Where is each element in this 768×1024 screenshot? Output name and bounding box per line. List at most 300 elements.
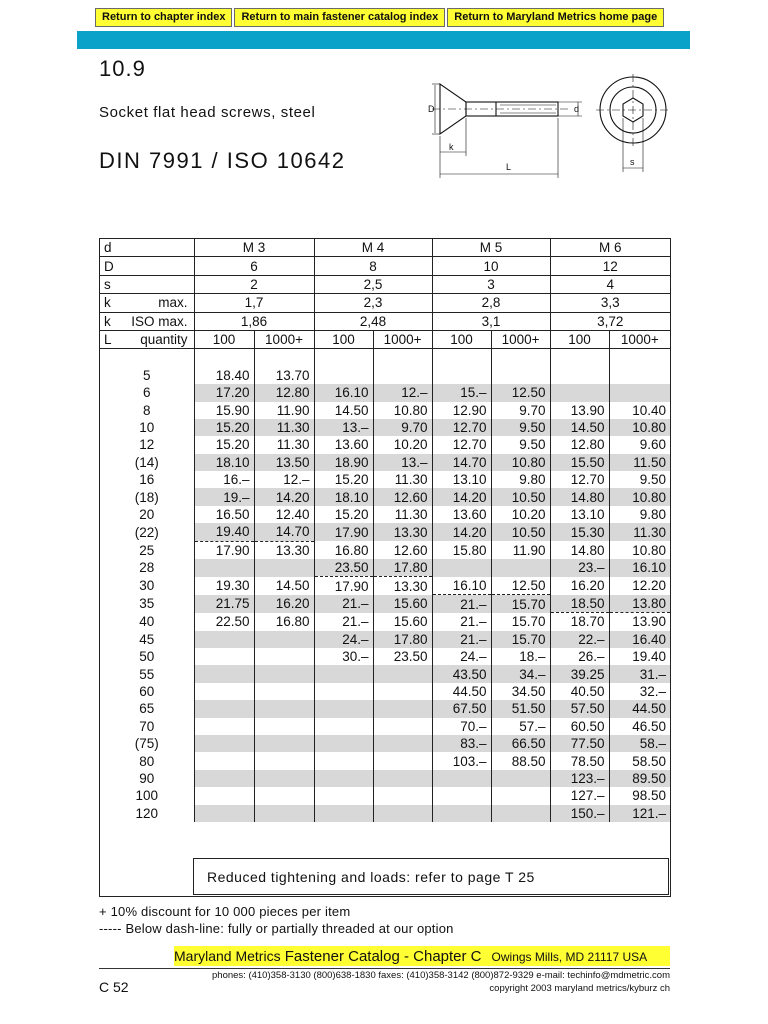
- price-cell: 40.50: [550, 683, 609, 700]
- price-cell: 13.–: [373, 454, 432, 471]
- price-cell: 23.50: [373, 648, 432, 665]
- price-cell: 16.80: [314, 541, 373, 559]
- price-cell: 15.–: [432, 384, 491, 401]
- length-cell: (75): [100, 735, 194, 752]
- price-cell: 14.20: [432, 488, 491, 505]
- price-cell: [194, 805, 254, 822]
- price-cell: 18.40: [194, 367, 254, 384]
- price-cell: 11.50: [609, 454, 670, 471]
- price-cell: 16.20: [550, 577, 609, 595]
- price-cell: 14.50: [314, 402, 373, 419]
- price-cell: 12.70: [550, 471, 609, 488]
- price-cell: [314, 787, 373, 804]
- price-cell: 34.–: [491, 665, 550, 682]
- price-cell: 10.80: [632, 542, 667, 558]
- price-cell: 13.90: [550, 402, 609, 419]
- price-cell: [194, 787, 254, 804]
- price-cell: [314, 367, 373, 384]
- price-cell: 58.50: [632, 753, 667, 769]
- dashline-note: ----- Below dash-line: fully or partially threaded at our option: [99, 921, 454, 936]
- price-cell: 12.60: [373, 488, 432, 505]
- price-cell: [373, 683, 432, 700]
- price-cell: 15.30: [550, 523, 609, 541]
- price-cell: 14.20: [254, 488, 314, 505]
- price-cell: 13.30: [373, 523, 432, 541]
- page-number: C 52: [99, 979, 129, 995]
- price-cell: [432, 787, 491, 804]
- price-cell: 44.50: [609, 700, 670, 717]
- price-cell: 78.50: [550, 752, 609, 769]
- price-cell: [194, 665, 254, 682]
- length-cell: (18): [100, 488, 194, 505]
- price-cell: 9.60: [639, 437, 667, 453]
- length-cell: 6: [100, 384, 194, 401]
- row-quantity-value: 1000+: [491, 330, 550, 348]
- price-cell: [194, 700, 254, 717]
- length-cell: 25: [100, 541, 194, 559]
- length-cell: 70: [100, 718, 194, 735]
- price-cell: 14.80: [550, 488, 609, 505]
- label-quantity-qualifier: quantity: [140, 332, 188, 348]
- price-cell: 15.70: [491, 595, 550, 613]
- main-index-link[interactable]: Return to main fastener catalog index: [234, 8, 445, 27]
- row-size-value: M 3: [194, 239, 314, 257]
- price-cell: [314, 700, 373, 717]
- price-cell: 15.80: [432, 541, 491, 559]
- price-cell: [314, 752, 373, 769]
- price-cell: [550, 384, 609, 401]
- nav-bar: [95, 8, 664, 27]
- price-cell: [254, 700, 314, 717]
- table-row: [100, 718, 670, 735]
- price-cell: 10.40: [632, 402, 667, 418]
- length-cell: 30: [100, 577, 194, 595]
- row-size: [100, 239, 670, 257]
- label-kiso-qualifier: ISO max.: [131, 313, 188, 329]
- row-quantity-value: 1000+: [373, 330, 432, 348]
- price-cell: 17.20: [194, 384, 254, 401]
- table-row: [100, 752, 670, 769]
- row-kmax-value: 2,3: [314, 294, 432, 312]
- price-cell: 60.50: [550, 718, 609, 735]
- footer-banner: [174, 946, 670, 966]
- label-kiso-symbol: k: [104, 313, 111, 329]
- price-cell: 22.50: [194, 613, 254, 631]
- price-cell: 15.60: [373, 613, 432, 631]
- price-cell: 17.90: [314, 577, 373, 595]
- price-cell: 16.20: [254, 595, 314, 613]
- price-cell: [254, 665, 314, 682]
- price-cell: [254, 559, 314, 577]
- price-cell: [254, 735, 314, 752]
- drawing-label-D: D: [428, 104, 435, 114]
- row-kiso-value: 3,72: [550, 312, 670, 330]
- price-cell: 14.70: [432, 454, 491, 471]
- price-cell: 10.50: [491, 488, 550, 505]
- price-cell: 13.10: [432, 471, 491, 488]
- price-cell: 13.90: [632, 614, 667, 630]
- price-cell: [609, 367, 670, 384]
- price-cell: 12.90: [432, 402, 491, 419]
- price-cell: 16.80: [254, 613, 314, 631]
- row-quantity-value: 1000+: [254, 330, 314, 348]
- price-cell: 121.–: [609, 805, 670, 822]
- price-cell: 13.80: [609, 595, 670, 613]
- price-cell: 88.50: [491, 752, 550, 769]
- table-row: [100, 735, 670, 752]
- copyright: copyright 2003 maryland metrics/kyburz ch: [489, 983, 670, 994]
- drawing-label-k: k: [449, 142, 454, 152]
- price-cell: [373, 665, 432, 682]
- price-cell: 83.–: [432, 735, 491, 752]
- length-cell: (14): [100, 454, 194, 471]
- row-size-value: M 5: [432, 239, 550, 257]
- price-cell: 15.60: [373, 595, 432, 613]
- standard-title: DIN 7991 / ISO 10642: [99, 148, 346, 173]
- label-kmax-qualifier: max.: [158, 295, 188, 311]
- price-cell: [194, 648, 254, 665]
- price-cell: [314, 805, 373, 822]
- length-cell: 35: [100, 595, 194, 613]
- price-cell: 13.60: [432, 506, 491, 523]
- price-cell: 11.30: [609, 523, 670, 541]
- price-cell: 13.30: [373, 577, 432, 595]
- price-cell: 12.70: [432, 436, 491, 453]
- price-cell: 13.50: [254, 454, 314, 471]
- row-D-value: 6: [194, 257, 314, 275]
- price-cell: 13.30: [254, 541, 314, 559]
- price-cell: 11.30: [254, 436, 314, 453]
- price-cell: 21.–: [432, 631, 491, 648]
- table-row: [100, 787, 670, 804]
- price-cell: 13.10: [550, 506, 609, 523]
- price-cell: 23.50: [314, 559, 373, 577]
- price-cell: 18.90: [314, 454, 373, 471]
- price-cell: 58.–: [609, 735, 670, 752]
- price-cell: 12.40: [254, 506, 314, 523]
- contact-info: [212, 969, 670, 995]
- table-row: [100, 367, 670, 384]
- home-page-link[interactable]: Return to Maryland Metrics home page: [447, 8, 664, 27]
- price-cell: [373, 735, 432, 752]
- price-cell: 16.10: [314, 384, 373, 401]
- label-quantity: [104, 331, 194, 348]
- header-band: [77, 31, 690, 49]
- table-row: [100, 523, 670, 541]
- price-cell: 15.70: [491, 613, 550, 631]
- price-cell: 57.50: [550, 700, 609, 717]
- price-cell: [254, 631, 314, 648]
- price-cell: [314, 683, 373, 700]
- price-cell: 9.70: [491, 402, 550, 419]
- table-row: [100, 541, 670, 559]
- price-cell: 14.70: [254, 523, 314, 541]
- price-cell: 15.90: [194, 402, 254, 419]
- row-kmax-value: 1,7: [194, 294, 314, 312]
- price-cell: 12.–: [254, 471, 314, 488]
- reduced-load-note: Reduced tightening and loads: refer to page T 25: [193, 858, 669, 895]
- price-cell: 9.50: [491, 436, 550, 453]
- label-kmax: [104, 294, 194, 311]
- table-row: [100, 700, 670, 717]
- table-row: [100, 471, 670, 488]
- price-cell: 66.50: [491, 735, 550, 752]
- table-row: [100, 805, 670, 822]
- price-cell: 18.70: [550, 613, 609, 631]
- price-cell: 21.–: [314, 613, 373, 631]
- price-cell: [194, 559, 254, 577]
- price-cell: 13.–: [314, 419, 373, 436]
- row-D-value: 12: [550, 257, 670, 275]
- price-cell: [550, 367, 609, 384]
- price-cell: 10.80: [373, 402, 432, 419]
- chapter-index-link[interactable]: Return to chapter index: [95, 8, 232, 27]
- price-cell: [432, 805, 491, 822]
- length-cell: 100: [100, 787, 194, 804]
- price-cell: [194, 718, 254, 735]
- row-kmax-value: 3,3: [550, 294, 670, 312]
- price-cell: 13.70: [254, 367, 314, 384]
- drawing-label-L: L: [506, 162, 512, 172]
- table-row: [100, 506, 670, 523]
- price-cell: 57.–: [491, 718, 550, 735]
- price-cell: 15.50: [550, 454, 609, 471]
- price-cell: [254, 648, 314, 665]
- price-cell: 17.90: [314, 523, 373, 541]
- price-cell: 17.80: [373, 631, 432, 648]
- price-cell: 17.80: [373, 559, 432, 577]
- price-cell: 15.70: [491, 631, 550, 648]
- price-cell: [373, 805, 432, 822]
- price-cell: [194, 631, 254, 648]
- price-cell: [491, 770, 550, 787]
- price-cell: 32.–: [639, 683, 667, 699]
- row-D-value: 10: [432, 257, 550, 275]
- price-cell: 70.–: [432, 718, 491, 735]
- table-row: [100, 665, 670, 682]
- price-cell: [194, 683, 254, 700]
- row-quantity-value: 100: [314, 330, 373, 348]
- price-cell: [194, 752, 254, 769]
- price-cell: 18.10: [314, 488, 373, 505]
- row-s-value: 2,5: [314, 275, 432, 293]
- row-kiso-value: 2,48: [314, 312, 432, 330]
- table-row: [100, 559, 670, 577]
- price-cell: 44.50: [432, 683, 491, 700]
- price-cell: [254, 770, 314, 787]
- price-cell: 16.10: [609, 559, 670, 577]
- price-cell: 21.–: [314, 595, 373, 613]
- price-cell: 10.80: [609, 419, 670, 436]
- price-cell: [491, 787, 550, 804]
- price-cell: [491, 559, 550, 577]
- price-cell: [314, 665, 373, 682]
- price-cell: 26.–: [550, 648, 609, 665]
- price-cell: 16.50: [194, 506, 254, 523]
- price-cell: 14.80: [550, 541, 609, 559]
- row-s-value: 2: [194, 275, 314, 293]
- price-cell: 46.50: [632, 718, 667, 734]
- price-cell: 11.30: [254, 419, 314, 436]
- price-cell: 13.60: [314, 436, 373, 453]
- length-cell: 45: [100, 631, 194, 648]
- price-cell: 12.60: [373, 541, 432, 559]
- price-cell: 9.50: [491, 419, 550, 436]
- length-cell: 55: [100, 665, 194, 682]
- table-row: [100, 770, 670, 787]
- price-cell: 10.20: [491, 506, 550, 523]
- price-cell: 18.50: [550, 595, 609, 613]
- price-cell: 15.20: [194, 419, 254, 436]
- price-cell: 12.20: [632, 578, 667, 594]
- price-cell: 11.30: [373, 471, 432, 488]
- price-cell: 12.80: [254, 384, 314, 401]
- price-cell: 9.80: [639, 507, 667, 523]
- row-size-value: M 4: [314, 239, 432, 257]
- length-cell: 20: [100, 506, 194, 523]
- row-quantity-value: 1000+: [609, 330, 670, 348]
- price-table-frame: [99, 238, 671, 897]
- price-cell: 16.10: [432, 577, 491, 595]
- price-cell: 10.20: [373, 436, 432, 453]
- row-s-value: 3: [432, 275, 550, 293]
- price-cell: [373, 787, 432, 804]
- price-cell: 12.–: [373, 384, 432, 401]
- table-row: [100, 454, 670, 471]
- product-title: Socket flat head screws, steel: [99, 104, 316, 121]
- spacer-row: [100, 349, 670, 367]
- price-cell: 18.10: [194, 454, 254, 471]
- row-quantity: [100, 330, 670, 348]
- price-cell: 9.50: [639, 472, 667, 488]
- drawing-label-d: d: [574, 104, 580, 114]
- price-cell: [254, 805, 314, 822]
- length-cell: (22): [100, 523, 194, 541]
- price-cell: 24.–: [432, 648, 491, 665]
- table-row: [100, 419, 670, 436]
- row-quantity-value: 100: [432, 330, 491, 348]
- price-cell: [373, 700, 432, 717]
- price-cell: 39.25: [550, 665, 609, 682]
- drawing-label-s: s: [630, 157, 635, 167]
- price-cell: 11.30: [373, 506, 432, 523]
- catalog-title: Fastener Catalog - Chapter C: [280, 948, 482, 965]
- label-kmax-symbol: k: [104, 295, 111, 311]
- price-cell: 16.–: [194, 471, 254, 488]
- table-row: [100, 631, 670, 648]
- price-cell: [373, 718, 432, 735]
- price-cell: [609, 384, 670, 401]
- length-cell: 90: [100, 770, 194, 787]
- length-cell: 80: [100, 752, 194, 769]
- price-cell: [491, 805, 550, 822]
- price-cell: [314, 770, 373, 787]
- price-cell: 12.80: [550, 436, 609, 453]
- price-cell: [373, 367, 432, 384]
- label-s: s: [104, 276, 111, 292]
- price-cell: [314, 718, 373, 735]
- table-row: [100, 613, 670, 631]
- price-cell: [254, 787, 314, 804]
- length-cell: 8: [100, 402, 194, 419]
- price-cell: [254, 718, 314, 735]
- price-cell: [373, 770, 432, 787]
- price-cell: 10.80: [491, 454, 550, 471]
- label-quantity-symbol: L: [104, 332, 112, 348]
- company-location: Owings Mills, MD 21117 USA: [491, 950, 648, 964]
- strength-grade: 10.9: [99, 56, 146, 81]
- price-cell: 9.80: [491, 471, 550, 488]
- price-cell: 67.50: [432, 700, 491, 717]
- row-kmax: [100, 294, 670, 312]
- price-cell: 16.40: [609, 631, 670, 648]
- row-kiso: [100, 312, 670, 330]
- price-cell: 14.50: [550, 419, 609, 436]
- price-cell: 19.40: [194, 523, 254, 541]
- contact-phones: phones: (410)358-3130 (800)638-1830 faxes: (410)358-3142 (800)872-9329 e-mail: techinfo@mdmetric.com: [212, 970, 670, 981]
- table-row: [100, 577, 670, 595]
- price-cell: 21.–: [432, 613, 491, 631]
- price-cell: 98.50: [632, 788, 667, 804]
- price-cell: 9.70: [373, 419, 432, 436]
- price-cell: [432, 770, 491, 787]
- length-cell: 28: [100, 559, 194, 577]
- price-cell: 123.–: [550, 770, 609, 787]
- price-cell: 11.90: [491, 541, 550, 559]
- length-cell: 40: [100, 613, 194, 631]
- length-cell: 12: [100, 436, 194, 453]
- price-cell: 12.50: [491, 384, 550, 401]
- price-cell: [491, 367, 550, 384]
- price-cell: [373, 752, 432, 769]
- price-cell: 19.40: [632, 649, 667, 665]
- price-cell: [194, 735, 254, 752]
- row-s: [100, 275, 670, 293]
- price-cell: 11.90: [254, 402, 314, 419]
- screw-drawing: [418, 72, 680, 188]
- table-row: [100, 683, 670, 700]
- label-kiso: [104, 313, 194, 330]
- price-cell: 17.90: [194, 541, 254, 559]
- label-d: d: [104, 240, 112, 256]
- price-cell: 89.50: [609, 770, 670, 787]
- row-D-value: 8: [314, 257, 432, 275]
- row-kiso-value: 3,1: [432, 312, 550, 330]
- price-cell: 10.80: [609, 488, 670, 505]
- price-cell: 18.–: [491, 648, 550, 665]
- row-size-value: M 6: [550, 239, 670, 257]
- price-cell: 21.75: [194, 595, 254, 613]
- length-cell: 60: [100, 683, 194, 700]
- notes: [99, 903, 454, 937]
- row-quantity-value: 100: [550, 330, 609, 348]
- price-cell: [254, 752, 314, 769]
- price-cell: 22.–: [550, 631, 609, 648]
- price-cell: 19.30: [194, 577, 254, 595]
- discount-note: + 10% discount for 10 000 pieces per item: [99, 904, 351, 919]
- row-kmax-value: 2,8: [432, 294, 550, 312]
- price-cell: 12.50: [491, 577, 550, 595]
- price-cell: 19.–: [194, 488, 254, 505]
- price-cell: 103.–: [432, 752, 491, 769]
- price-cell: 12.70: [432, 419, 491, 436]
- price-cell: 43.50: [432, 665, 491, 682]
- price-cell: 23.–: [550, 559, 609, 577]
- length-cell: 65: [100, 700, 194, 717]
- table-row: [100, 488, 670, 505]
- price-cell: 14.50: [254, 577, 314, 595]
- price-cell: [194, 770, 254, 787]
